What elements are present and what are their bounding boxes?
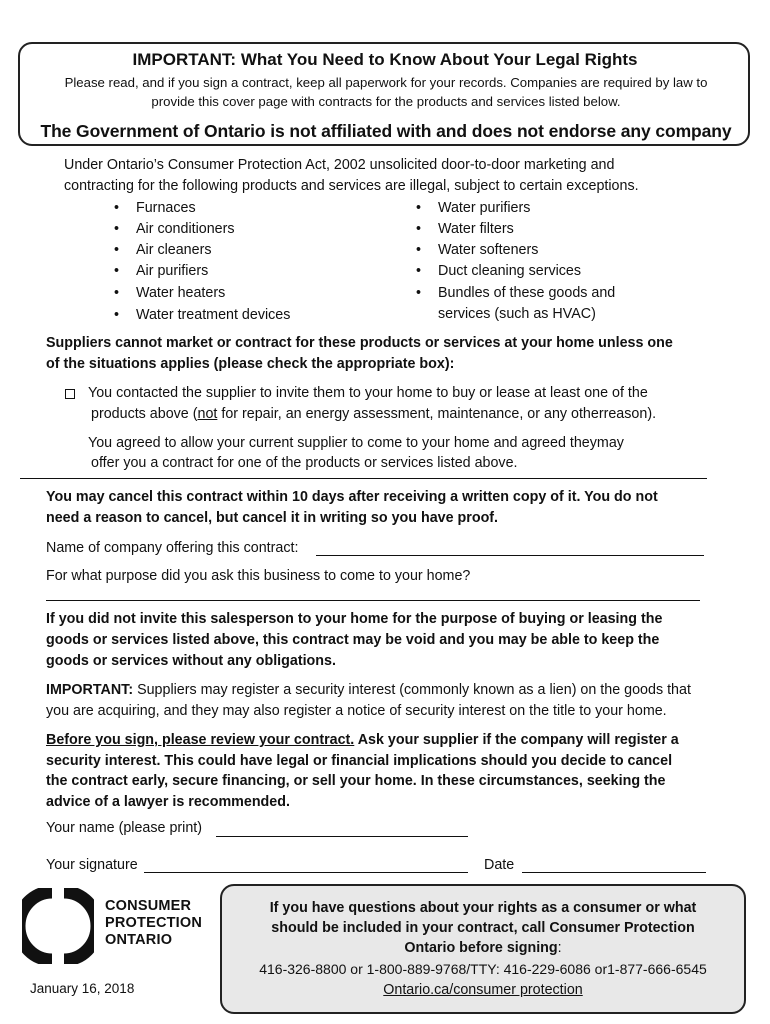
product-item: • Furnaces xyxy=(136,198,196,219)
product-item: • Water treatment devices xyxy=(136,305,290,326)
void-line-1: If you did not invite this salesperson to your home for the purpose of buying or leasing the xyxy=(46,611,663,627)
header-note-line-2: provide this cover page with contracts for the products and services listed below. xyxy=(151,94,621,109)
logo-wordmark xyxy=(105,898,202,949)
suppliers-line-2: of the situations applies (please check the appropriate box): xyxy=(46,356,455,372)
name-label: Your name (please print) xyxy=(46,820,203,836)
header-note xyxy=(30,73,742,111)
product-item-continued: services (such as HVAC) xyxy=(438,306,596,322)
review-text: Ask your supplier if the company will register a xyxy=(354,732,679,748)
contact-line-3-colon: : xyxy=(557,940,562,956)
contact-line-3 xyxy=(220,938,746,959)
product-item: • Water filters xyxy=(438,219,514,240)
option-invited-line-1: You contacted the supplier to invite them to your home to buy or lease at least one of the xyxy=(88,385,648,401)
issue-date: January 16, 2018 xyxy=(30,981,135,996)
option-invited-line-2 xyxy=(91,404,656,425)
product-item: • Water purifiers xyxy=(438,198,530,219)
cancel-line-2: need a reason to cancel, but cancel it in writing so you have proof. xyxy=(46,510,499,526)
contact-website xyxy=(220,980,746,1001)
purpose-answer-field[interactable] xyxy=(46,600,700,601)
option-invited-text-rest: for repair, an energy assessment, maintenance, or any otherreason). xyxy=(217,406,657,422)
important-label: IMPORTANT: xyxy=(46,682,134,698)
review-underlined: Before you sign, please review your contract. xyxy=(46,732,355,748)
purpose-question: For what purpose did you ask this business to come to your home? xyxy=(46,568,471,584)
review-line-1 xyxy=(46,730,679,751)
company-field[interactable] xyxy=(316,555,704,556)
contact-phones: 416-326-8800 or 1-800-889-9768/TTY: 416-229-6086 or1-877-666-6545 xyxy=(259,961,707,977)
contact-line-3-text: Ontario before signing xyxy=(404,940,558,956)
option-current-supplier-line-2: offer you a contract for one of the products or services listed above. xyxy=(91,455,518,471)
contact-line-2: should be included in your contract, call Consumer Protection xyxy=(271,920,695,936)
date-field[interactable] xyxy=(522,872,706,873)
intro-line-1: Under Ontario’s Consumer Protection Act, 2002 unsolicited door-to-door marketing and xyxy=(64,157,615,173)
product-item: • Water heaters xyxy=(136,283,225,304)
cancel-line-1: You may cancel this contract within 10 days after receiving a written copy of it. You do not xyxy=(46,489,658,505)
product-item: • Air cleaners xyxy=(136,240,212,261)
product-item: • Bundles of these goods and xyxy=(438,283,615,304)
intro-line-2: contracting for the following products and services are illegal, subject to certain exceptions. xyxy=(64,178,639,194)
option-invited-checkbox[interactable] xyxy=(65,389,75,399)
void-line-2: goods or services listed above, this contract may be void and you may be able to keep the xyxy=(46,632,660,648)
government-disclaimer: The Government of Ontario is not affiliated with and does not endorse any company xyxy=(40,121,732,141)
website-link[interactable]: Ontario.ca/consumer protection xyxy=(383,982,583,998)
page-title: IMPORTANT: What You Need to Know About Your Legal Rights xyxy=(132,50,638,69)
signature-field[interactable] xyxy=(144,872,468,873)
review-line-3: the contract early, secure financing, or sell your home. In these circumstances, seeking the xyxy=(46,773,666,789)
review-line-4: advice of a lawyer is recommended. xyxy=(46,794,290,810)
product-item: • Air purifiers xyxy=(136,261,208,282)
contact-line-1: If you have questions about your rights as a consumer or what xyxy=(269,900,697,916)
product-item: • Duct cleaning services xyxy=(438,261,581,282)
signature-label: Your signature xyxy=(46,857,138,873)
product-item: • Water softeners xyxy=(438,240,538,261)
name-field[interactable] xyxy=(216,836,468,837)
company-field-label: Name of company offering this contract: xyxy=(46,540,299,556)
option-invited-text: products above ( xyxy=(91,406,198,422)
important-line-1 xyxy=(46,680,691,701)
date-label: Date xyxy=(484,857,515,873)
consumer-protection-logo-icon xyxy=(22,888,94,964)
suppliers-line-1: Suppliers cannot market or contract for these products or services at your home unless one xyxy=(46,335,673,351)
important-line-2: you are acquiring, and they may also register a notice of security interest on the title to your home. xyxy=(46,703,667,719)
void-line-3: goods or services without any obligations. xyxy=(46,653,336,669)
header-note-line-1: Please read, and if you sign a contract, keep all paperwork for your records. Companies are required by law to xyxy=(64,75,708,90)
review-line-2: security interest. This could have legal or financial implications should you decide to cancel xyxy=(46,753,673,769)
logo-line-1: CONSUMER xyxy=(105,898,192,914)
logo-line-3: ONTARIO xyxy=(105,932,173,948)
logo-line-2: PROTECTION xyxy=(105,915,203,931)
important-text: Suppliers may register a security interest (commonly known as a lien) on the goods that xyxy=(133,682,691,698)
divider xyxy=(20,478,707,479)
option-invited-not: not xyxy=(197,406,218,422)
product-item: • Air conditioners xyxy=(136,219,235,240)
option-current-supplier-line-1: You agreed to allow your current supplier to come to your home and agreed theymay xyxy=(88,435,624,451)
